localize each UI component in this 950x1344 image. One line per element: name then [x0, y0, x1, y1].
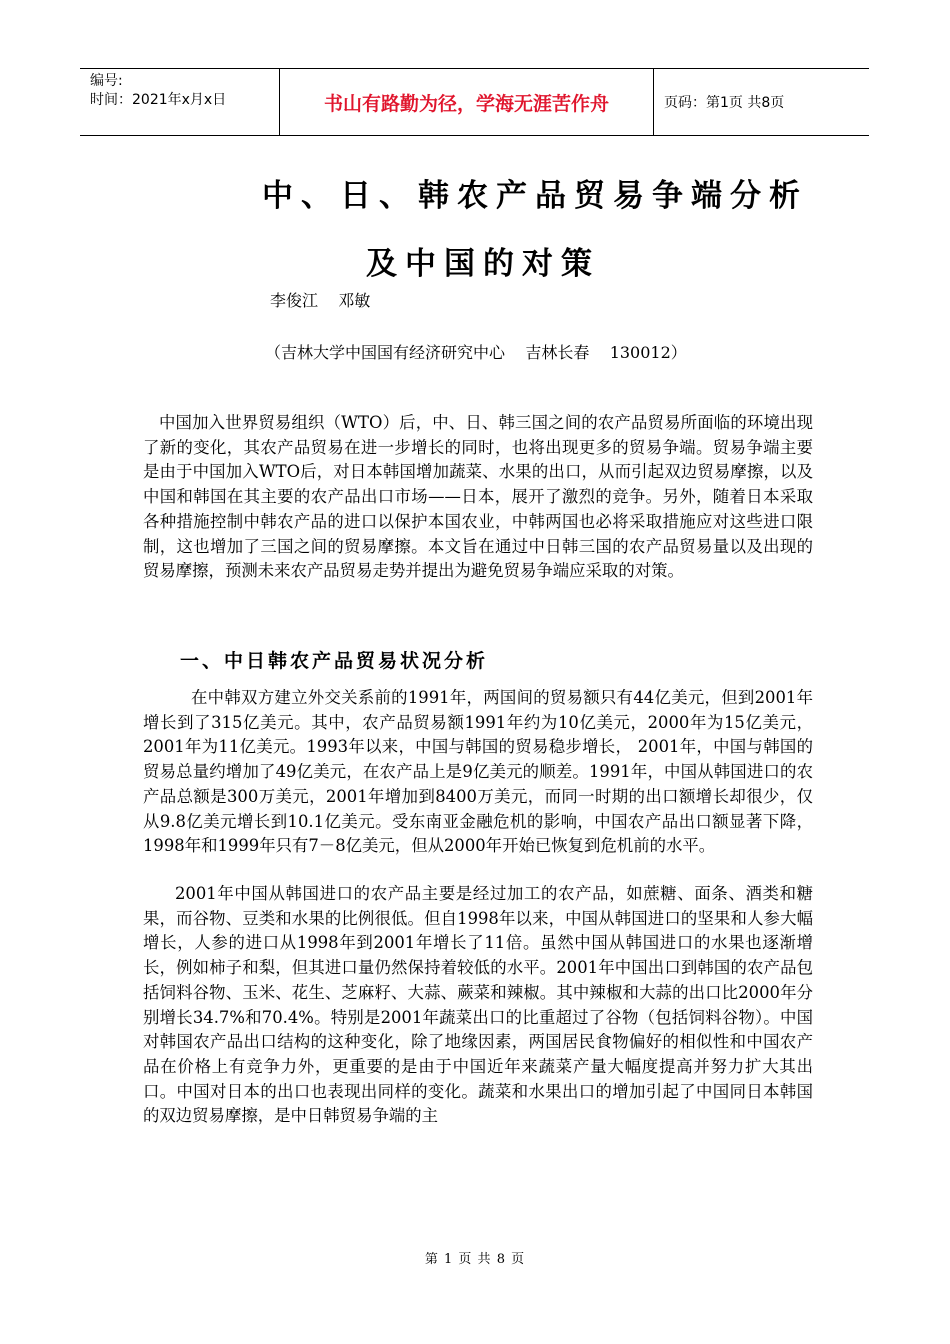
document-title-line1: 中、日、韩农产品贸易争端分析 [262, 178, 808, 214]
time-label: 时间：2021年x月x日 [90, 92, 227, 108]
section-heading-1: 一、中日韩农产品贸易状况分析 [180, 650, 489, 672]
header-motto: 书山有路勤为径，学海无涯苦作舟 [280, 69, 654, 135]
page-footer: 第 1 页 共 8 页 [424, 1252, 526, 1267]
body-paragraph-1: 在中韩双方建立外交关系前的1991年，两国间的贸易额只有44亿美元，但到2001年增长到了315亿美元。其中，农产品贸易额1991年约为10亿美元，2000年为15亿美元，2001年为11亿美元。1993年以来，中国与韩国的贸易稳步增长， 2001年，中国与韩国的贸易总量约增加了49亿美元，在农产品上是9亿美元的顺差。1991年，中国从韩国进口的农产品总额是300万美元，2001年增加到8400万美元，而同一时期的出口额增长却很少，仅从9.8亿美元增长到10.1亿美元。受东南亚金融危机的影响，中国农产品出口额显著下降，1998年和1999年只有7－8亿美元，但从2000年开始已恢复到危机前的水平。 [143, 688, 813, 856]
header-page-info: 页码：第1页 共8页 [664, 95, 785, 111]
header-meta [80, 69, 280, 135]
page-header [80, 68, 869, 136]
intro-paragraph: 中国加入世界贸易组织（WTO）后，中、日、韩三国之间的农产品贸易所面临的环境出现了新的变化，其农产品贸易在进一步增长的同时，也将出现更多的贸易争端。贸易争端主要是由于中国加入WTO后，对日本韩国增加蔬菜、水果的出口，从而引起双边贸易摩擦，以及中国和韩国在其主要的农产品出口市场——日本，展开了激烈的竞争。另外，随着日本采取各种措施控制中韩农产品的进口以保护本国农业，中韩两国也必将采取措施应对这些进口限制，这也增加了三国之间的贸易摩擦。本文旨在通过中日韩三国的农产品贸易量以及出现的贸易摩擦，预测未来农产品贸易走势并提出为避免贸易争端应采取的对策。 [143, 413, 813, 581]
authors: 李俊江 邓敏 [270, 291, 371, 310]
body-paragraph-2: 2001年中国从韩国进口的农产品主要是经过加工的农产品，如蔗糖、面条、酒类和糖果，而谷物、豆类和水果的比例很低。但自1998年以来，中国从韩国进口的坚果和人参大幅增长，人参的进口从1998年到2001年增长了11倍。虽然中国从韩国进口的水果也逐渐增长，例如柿子和梨，但其进口量仍然保持着较低的水平。2001年中国出口到韩国的农产品包括饲料谷物、玉米、花生、芝麻籽、大蒜、蕨菜和辣椒。其中辣椒和大蒜的出口比2000年分别增长34.7%和70.4%。特别是2001年蔬菜出口的比重超过了谷物（包括饲料谷物）。中国对韩国农产品出口结构的这种变化，除了地缘因素，两国居民食物偏好的相似性和中国农产品在价格上有竞争力外，更重要的是由于中国近年来蔬菜产量大幅度提高并努力扩大其出口。中国对日本的出口也表现出同样的变化。蔬菜和水果出口的增加引起了中国同日本韩国的双边贸易摩擦，是中日韩贸易争端的主 [143, 884, 813, 1126]
serial-label: 编号: [90, 73, 123, 89]
document-title-line2: 及中国的对策 [366, 246, 600, 282]
affiliation: （吉林大学中国国有经济研究中心 吉林长春 130012） [265, 343, 687, 362]
